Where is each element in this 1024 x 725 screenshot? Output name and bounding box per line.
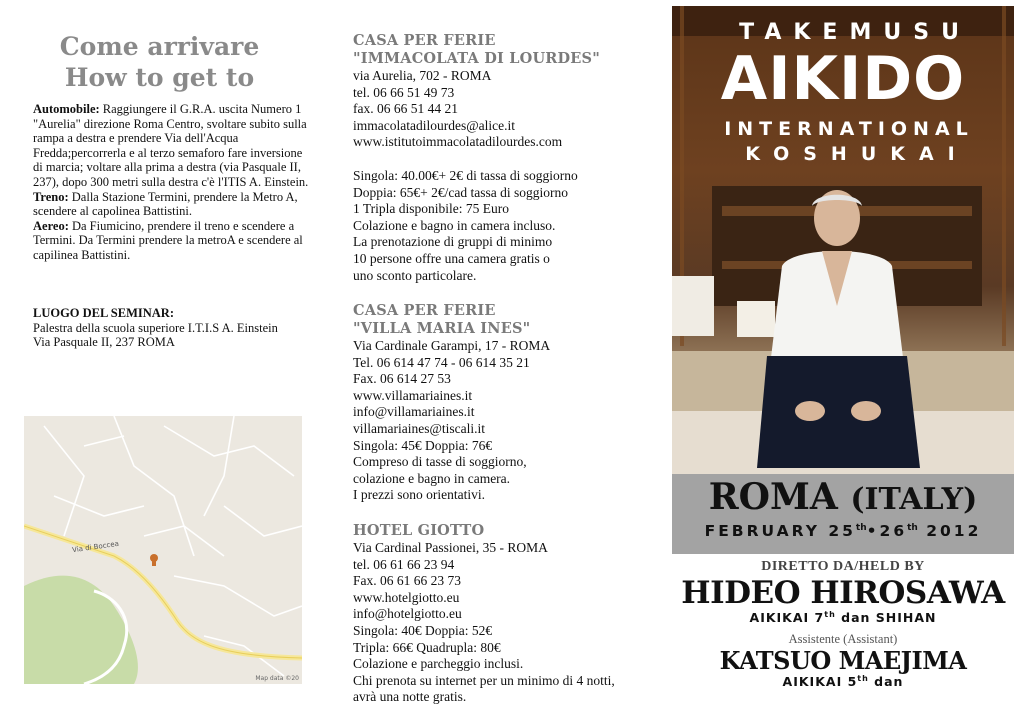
hotel-3-address: Via Cardinal Passionei, 35 - ROMA (353, 540, 548, 555)
event-city (672, 476, 1014, 521)
hotel-3-tel: tel. 06 61 66 23 94 (353, 556, 455, 572)
car-text: Raggiungere il G.R.A. uscita Numero 1 "Aurelia" direzione Roma Centro, svoltare subito sulla rampa a destra e prendere Via dell'Acqua Fredda;percorrerla e al terzo semaforo fare inversione di marcia; voltare alla prima a destra (via Pasquale II, 237), dopo 300 metri sulla destra c'è l'ITIS A. Einstein. (33, 102, 309, 189)
hotel-3-note-1: Colazione e parcheggio inclusi. (353, 656, 524, 672)
hotel-2-note-1: Compreso di tasse di soggiorno, (353, 454, 527, 470)
plane-text: Da Fiumicino, prendere il treno e scendere a Termini. Da Termini prendere la metroA e scendere al capilinea Battistini. (33, 218, 303, 262)
hotel-2-email-alt[interactable]: villamariaines@tiscali.it (353, 420, 486, 436)
hotel-1-website[interactable]: www.istitutoimmacolatadilourdes.com (353, 134, 563, 150)
assistant-label: Assistente (Assistant) (788, 632, 898, 646)
hotel-1-price-triple: 1 Tripla disponibile: 75 Euro (353, 201, 510, 217)
hotel-title-1a: CASA PER FERIE (353, 32, 496, 49)
date-sup-1: th (855, 522, 867, 533)
koshukai-text: KOSHUKAI (745, 143, 969, 165)
hotel-immacolata (353, 32, 663, 284)
assistant-rank-post: dan (868, 674, 904, 690)
train-label: Treno: (33, 189, 69, 204)
seminar-label: LUOGO DEL SEMINAR: (33, 306, 174, 320)
hotel-2-tel: Tel. 06 614 47 74 - 06 614 35 21 (353, 354, 530, 370)
hotel-title-2b: "VILLA MARIA INES" (353, 320, 531, 337)
hotel-1-note-2: La prenotazione di gruppi di minimo (353, 234, 553, 250)
assistant-rank-pre: AIKIKAI 5 (782, 674, 858, 690)
map-road-label: Via di Boccea (71, 539, 120, 555)
country-name: (ITALY) (850, 482, 978, 517)
hotel-title-3: HOTEL GIOTTO (353, 522, 485, 539)
hotel-villa-maria-ines (353, 302, 663, 504)
train-text: Dalla Stazione Termini, prendere la Metro A, scendere al capolinea Battistini. (33, 189, 298, 219)
hotel-title-2a: CASA PER FERIE (353, 302, 496, 319)
master-rank-sup: th (824, 610, 836, 619)
title-italian: Come arrivare (59, 32, 260, 61)
hotel-1-note-1: Colazione e bagno in camera incluso. (353, 217, 556, 233)
map-credit: Map data ©20 (255, 675, 299, 682)
hotel-1-note-4: uno sconto particolare. (353, 267, 477, 283)
plane-label: Aereo: (33, 218, 69, 233)
seminar-location (33, 306, 313, 350)
hotel-2-email[interactable]: info@villamariaines.it (353, 404, 475, 420)
hotel-info-1 (353, 68, 663, 284)
city-name: ROMA (708, 476, 838, 518)
hotel-info-3 (353, 540, 663, 706)
master-rank-post: dan SHIHAN (835, 610, 937, 626)
assistant-name: KATSUO MAEJIMA (719, 646, 967, 675)
master-rank (672, 610, 1014, 625)
poster-photo (672, 6, 1014, 474)
takemusu-text: TAKEMUSU (739, 20, 971, 45)
directions-text (33, 102, 313, 263)
map-graphic (24, 416, 302, 684)
event-band (672, 474, 1014, 554)
date-sup-2: th (907, 522, 918, 533)
aikido-title: AIKIDO (720, 44, 966, 114)
hotel-giotto (353, 522, 663, 706)
hotel-1-note-3: 10 persone offre una camera gratis o (353, 250, 550, 266)
directed-by-label: DIRETTO DA/HELD BY (761, 559, 925, 574)
event-date (672, 522, 1014, 540)
assistant-rank-sup: th (857, 674, 869, 683)
location-map[interactable] (24, 416, 302, 684)
hotel-2-prices: Singola: 45€ Doppia: 76€ (353, 437, 493, 453)
date-start: FEBRUARY 25 (704, 522, 856, 540)
seminar-line-1: Palestra della scuola superiore I.T.I.S A. Einstein (33, 320, 278, 335)
hotel-2-note-2: colazione e bagno in camera. (353, 470, 511, 486)
hotel-2-note-3: I prezzi sono orientativi. (353, 487, 485, 503)
hotel-3-email[interactable]: info@hotelgiotto.eu (353, 606, 462, 622)
seminar-line-2: Via Pasquale II, 237 ROMA (33, 335, 175, 350)
hotel-title-1b: "IMMACOLATA DI LOURDES" (353, 50, 600, 67)
assistant-rank (672, 674, 1014, 689)
date-year: 2012 (917, 522, 982, 540)
hotel-3-prices-2: Tripla: 66€ Quadrupla: 80€ (353, 639, 501, 655)
hotel-1-price-double: Doppia: 65€+ 2€/cad tassa di soggiorno (353, 184, 568, 200)
hotel-3-prices-1: Singola: 40€ Doppia: 52€ (353, 622, 493, 638)
car-label: Automobile: (33, 102, 100, 116)
hotel-1-tel: tel. 06 66 51 49 73 (353, 84, 455, 100)
hotel-1-fax: fax. 06 66 51 44 21 (353, 101, 458, 117)
master-name: HIDEO HIROSAWA (681, 575, 1005, 611)
title-english: How to get to (64, 63, 255, 92)
hotel-1-price-single: Singola: 40.00€+ 2€ di tassa di soggiorno (353, 167, 578, 183)
hotel-2-website[interactable]: www.villamariaines.it (353, 387, 473, 403)
hotel-3-website[interactable]: www.hotelgiotto.eu (353, 589, 460, 605)
date-end: •26 (866, 522, 908, 540)
international-text: INTERNATIONAL (724, 118, 974, 140)
hotel-3-note-3: avrà una notte gratis. (353, 689, 467, 705)
hotel-1-email[interactable]: immacolatadilourdes@alice.it (353, 117, 515, 133)
hotel-1-address: via Aurelia, 702 - ROMA (353, 68, 492, 83)
hotel-2-fax: Fax. 06 614 27 53 (353, 371, 451, 387)
master-rank-pre: AIKIKAI 7 (749, 610, 825, 626)
hotel-3-note-2: Chi prenota su internet per un minimo di 4 notti, (353, 672, 615, 688)
hotel-3-fax: Fax. 06 61 66 23 73 (353, 573, 461, 589)
hotel-info-2 (353, 338, 663, 504)
hotel-2-address: Via Cardinale Garampi, 17 - ROMA (353, 338, 551, 353)
